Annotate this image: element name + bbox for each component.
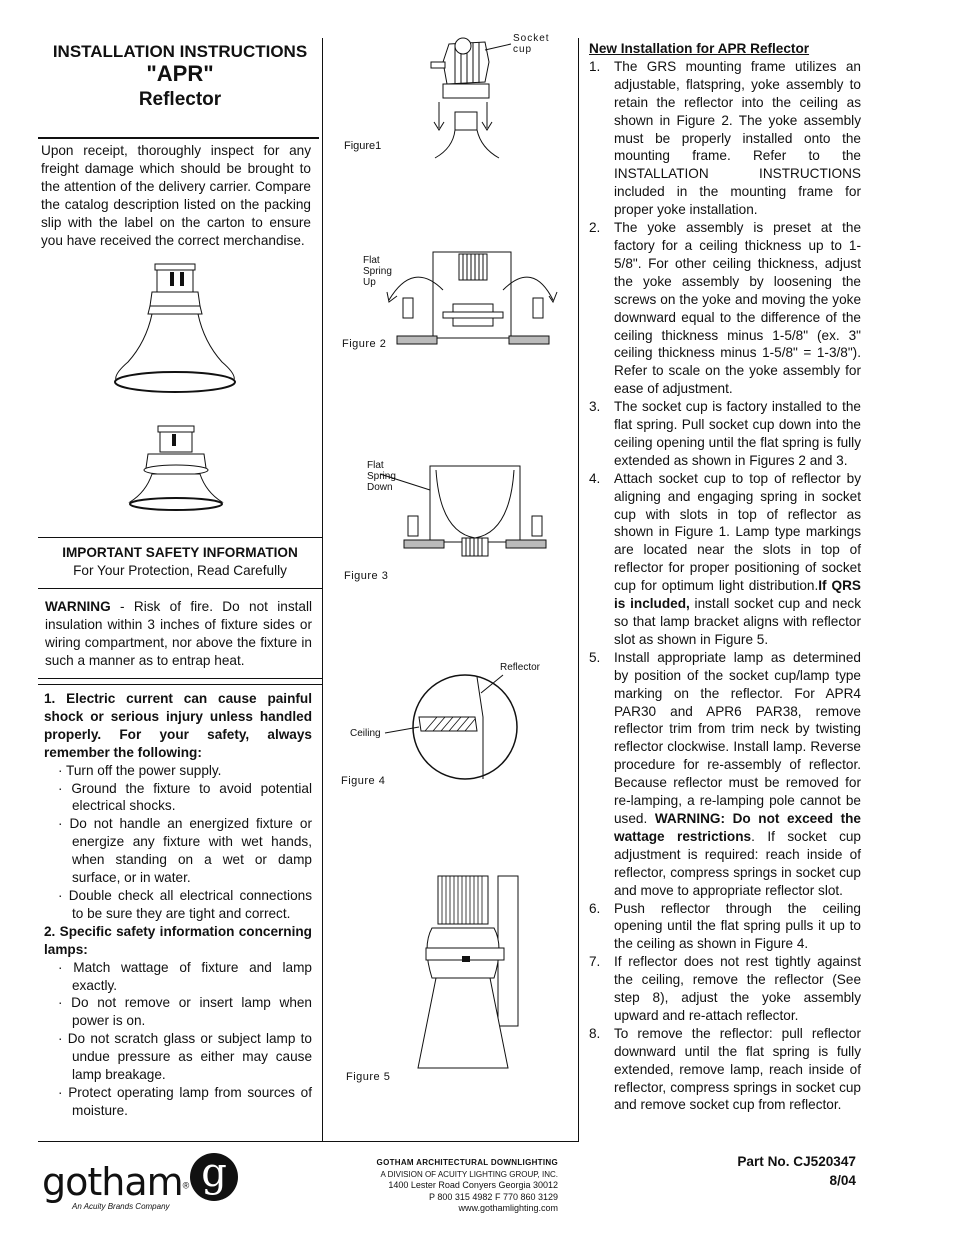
reflector-large-illustration xyxy=(112,262,242,412)
address-line-5: www.gothamlighting.com xyxy=(458,1203,558,1213)
items-rule xyxy=(38,684,322,685)
install-step-number: 6. xyxy=(589,900,601,916)
part-number: Part No. CJ520347 xyxy=(737,1154,856,1169)
safety-subheading: For Your Protection, Read Carefully xyxy=(73,563,287,578)
brand-g-icon xyxy=(190,1150,238,1201)
install-step-tail: install socket cup and neck so that lamp bracket aligns with reflector slot as shown in Figure 5. xyxy=(614,596,861,647)
figure-1-callout: Socket cup xyxy=(513,33,550,55)
safety-bullet: · Protect operating lamp from sources of moisture. xyxy=(58,1084,312,1118)
header-product: "APR" xyxy=(146,61,214,86)
safety-item-1-title: 1. Electric current can cause painful shock or serious injury unless handled properly. For your safety, always remember the following: xyxy=(44,691,312,760)
install-step-text: Attach socket cup to top of reflector by aligning and engaging spring in socket cup with slots in top of reflector as shown in Figure 1. Lamp type markings are located near the slots in top of reflector for proper positioning of socket cup for optimum light distribution. xyxy=(614,470,861,594)
install-step xyxy=(589,1025,861,1115)
install-step-number: 5. xyxy=(589,649,601,665)
warning-label: WARNING xyxy=(45,599,111,614)
brand-wordmark: gotham xyxy=(42,1160,183,1204)
install-step xyxy=(589,953,861,1025)
safety-item-1-bullets xyxy=(44,762,312,923)
figure-4-caption: Figure 4 xyxy=(341,775,386,787)
figure-2-illustration xyxy=(393,240,553,350)
brand-registered: ® xyxy=(182,1180,190,1191)
brand-subline: An Acuity Brands Company xyxy=(72,1202,170,1211)
figure-5-caption: Figure 5 xyxy=(346,1071,391,1083)
figure-2-caption: Figure 2 xyxy=(342,338,387,350)
figure-1-illustration xyxy=(425,32,515,162)
address-line-4: P 800 315 4982 F 770 860 3129 xyxy=(429,1191,558,1202)
install-step xyxy=(589,900,861,954)
install-step-text: To remove the reflector: pull reflector downward until the flat spring is fully extended, remove lamp, reach inside of reflector, compress springs in socket cup and remove socket cup from reflector. xyxy=(614,1025,861,1113)
figure-2-callout: Flat Spring Up xyxy=(363,255,392,288)
address-line-1: GOTHAM ARCHITECTURAL DOWNLIGHTING xyxy=(376,1158,558,1167)
safety-bullet: · Ground the fixture to avoid potential electrical shocks. xyxy=(58,780,312,814)
header-title: INSTALLATION INSTRUCTIONS xyxy=(52,42,308,61)
install-step xyxy=(589,470,861,649)
install-step xyxy=(589,398,861,470)
install-heading: New Installation for APR Reflector xyxy=(589,41,810,56)
part-number-block xyxy=(700,1152,856,1190)
safety-item-2-bullets xyxy=(44,959,312,1120)
install-step-emphasis: WARNING: Do not exceed the wattage restrictions xyxy=(614,810,861,844)
intro-paragraph: Upon receipt, thoroughly inspect for any freight damage which should be brought to the attention of the delivery carrier. Compare the catalog description listed on the packing slip with the label on the carton to ensure you have received the correct merchandise. xyxy=(41,143,311,248)
safety-heading: IMPORTANT SAFETY INFORMATION xyxy=(62,545,298,560)
figure-4-callout-reflector: Reflector xyxy=(500,662,541,673)
install-step-text: Push reflector through the ceiling opening until the flat spring pulls it up to the ceiling as shown in Figure 4. xyxy=(614,900,861,952)
install-step-text: The yoke assembly is preset at the factory for a ceiling thickness up to 1-5/8". For other ceiling thickness, adjust the yoke assembly by loosening the screws on the yoke and moving the yoke downward equal to the difference of the ceiling thickness minus 1-5/8" (ex. 3" ceiling thickness minus 1-5/8" = 1-3/8"). Refer to scale on the yoke assembly for ease of adjustment. xyxy=(614,220,861,397)
warning-text: - Risk of fire. Do not install insulation within 3 inches of fixture sides or wiring compartment, nor above the fixture in such a manner as to entrap heat. xyxy=(45,599,312,668)
warning-rule xyxy=(38,678,322,679)
brand-logo xyxy=(42,1160,189,1211)
brand-g-letter: g xyxy=(201,1150,227,1196)
figure-4-illustration xyxy=(385,665,535,785)
install-column xyxy=(589,40,861,1114)
install-steps-list xyxy=(589,58,861,1114)
safety-top-rule xyxy=(38,537,322,538)
install-step-number: 2. xyxy=(589,220,601,236)
address-line-3: 1400 Lester Road Conyers Georgia 30012 xyxy=(388,1180,558,1190)
install-step xyxy=(589,649,861,900)
address-line-2: A DIVISION OF ACUITY LIGHTING GROUP, INC. xyxy=(380,1169,558,1179)
install-step xyxy=(589,58,861,219)
header-subtitle: Reflector xyxy=(138,89,222,110)
safety-item-2-title: 2. Specific safety information concerning lamps: xyxy=(44,923,312,957)
install-step-number: 1. xyxy=(589,58,601,74)
safety-bullet: · Turn off the power supply. xyxy=(58,762,222,778)
column-divider-left xyxy=(322,38,323,1142)
install-step xyxy=(589,219,861,398)
safety-bullet: · Do not scratch glass or subject lamp to undue pressure as either may cause lamp breakage. xyxy=(58,1031,312,1083)
safety-heading-block xyxy=(38,544,322,580)
figure-1-caption: Figure1 xyxy=(344,140,382,152)
safety-bullet: · Do not handle an energized fixture or energize any fixture with wet hands, when standing on a wet or damp surface, or in water. xyxy=(58,816,312,886)
company-address xyxy=(330,1157,558,1215)
install-step-emphasis: If QRS is included, xyxy=(614,578,862,612)
reflector-small-illustration xyxy=(130,420,230,520)
column-divider-right xyxy=(578,38,579,1142)
footer-rule xyxy=(38,1141,579,1142)
install-step-text: The GRS mounting frame utilizes an adjustable, flatspring, yoke assembly to retain the reflector into the ceiling as shown in Figure 2. The yoke assembly must be properly installed onto the mounting frame. Refer to the INSTALLATION INSTRUCTIONS included in the mounting frame for proper yoke installation. xyxy=(614,58,861,218)
safety-subrule xyxy=(38,588,322,589)
revision-date: 8/04 xyxy=(829,1173,856,1188)
install-step-number: 3. xyxy=(589,399,601,415)
install-step-number: 7. xyxy=(589,954,601,970)
figure-4-callout-ceiling: Ceiling xyxy=(350,728,381,739)
install-step-number: 4. xyxy=(589,470,601,486)
safety-bullet: · Do not remove or insert lamp when power is on. xyxy=(58,995,312,1029)
install-step-number: 8. xyxy=(589,1025,601,1041)
install-step-text: If reflector does not rest tightly against the ceiling, remove the reflector (See step 8), adjust the yoke assembly upward and re-attach reflector. xyxy=(614,954,861,1023)
header-block xyxy=(38,42,322,111)
figure-3-caption: Figure 3 xyxy=(344,570,389,582)
header-rule xyxy=(38,137,319,139)
figure-5-illustration xyxy=(418,872,528,1072)
figure-3-illustration xyxy=(400,462,550,562)
install-step-text: The socket cup is factory installed to the flat spring. Pull socket cup down into the ceiling opening until the flat spring is fully extended as shown in Figures 2 and 3. xyxy=(614,399,861,468)
figure-3-callout: Flat Spring Down xyxy=(367,460,396,493)
safety-items xyxy=(44,690,312,1120)
safety-bullet: · Double check all electrical connections to be sure they are tight and correct. xyxy=(58,887,312,921)
warning-paragraph xyxy=(45,598,312,670)
install-step-tail: . If socket cup adjustment is required: reach inside of reflector, compress springs in socket cup and move to appropriate reflector slot. xyxy=(614,828,861,898)
safety-bullet: · Match wattage of fixture and lamp exactly. xyxy=(58,959,312,993)
install-step-text: Install appropriate lamp as determined by position of the socket cup/lamp type marking on the reflector. For APR4 PAR30 and APR6 PAR38, remove reflector trim from trim neck by twisting reflector clockwise. Install lamp. Reverse procedure for re-assembly of reflector. Because reflector must be removed for re-lamping, a re-lamping pole cannot be used. xyxy=(614,649,861,826)
